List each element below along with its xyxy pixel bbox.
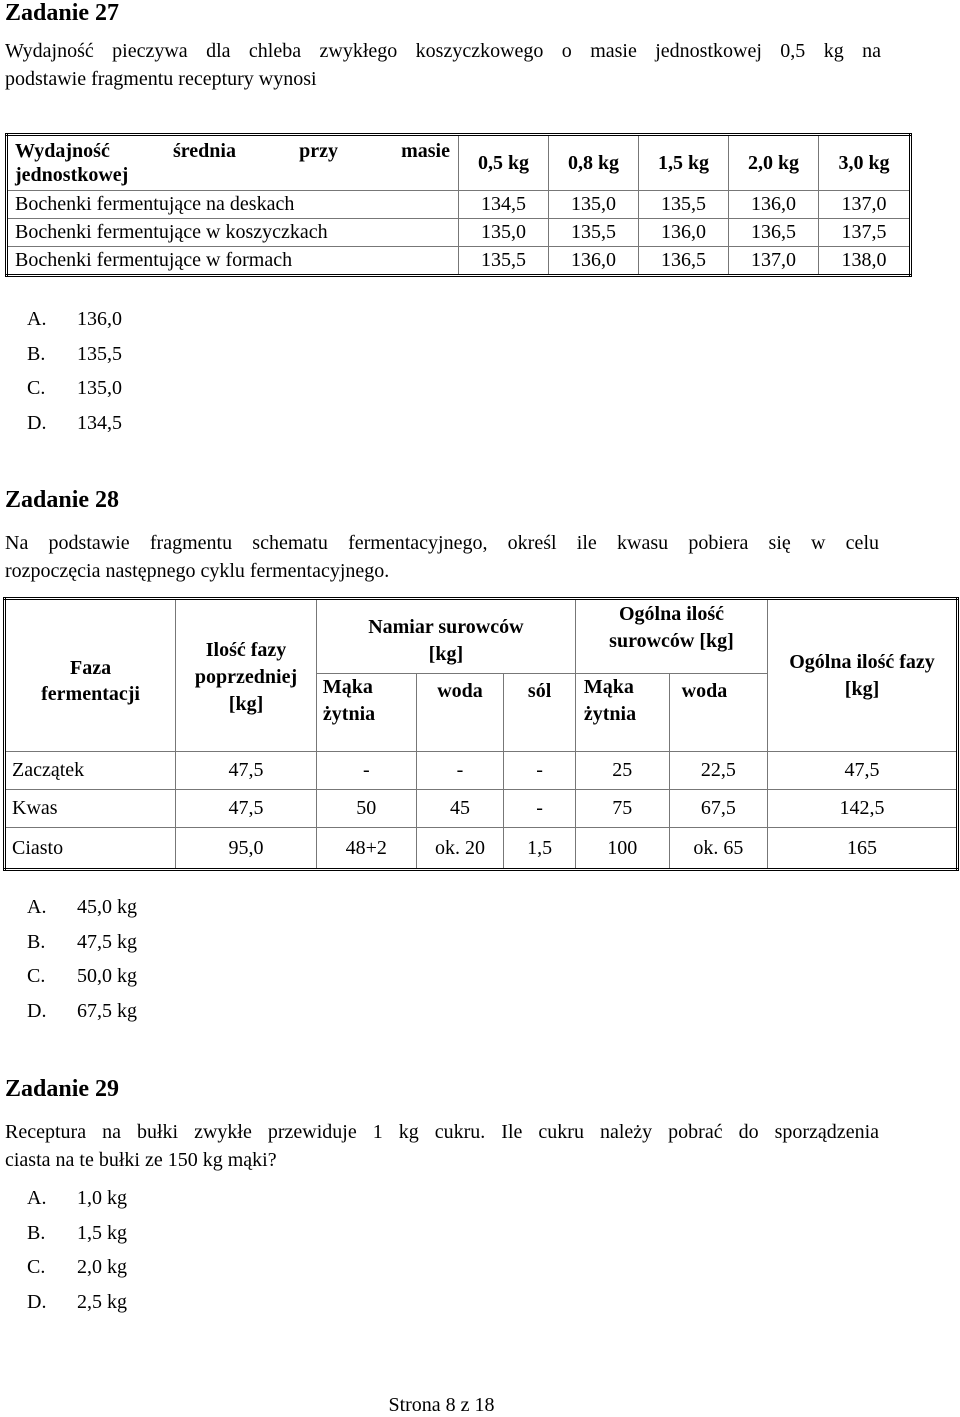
answer-option-c[interactable]: [27, 1256, 127, 1291]
table-cell: ok. 65: [669, 828, 767, 870]
task29-heading: Zadanie 29: [5, 1076, 120, 1102]
question-line: Receptura na bułki zwykłe przewiduje 1 kg cukru. Ile cukru należy pobrać do sporządzenia: [5, 1121, 879, 1143]
option-letter: C.: [27, 377, 46, 399]
column-header: 2,0 kg: [729, 135, 819, 191]
column-header: 3,0 kg: [819, 135, 911, 191]
table-cell: 100: [575, 828, 669, 870]
table-cell: 136,5: [729, 219, 819, 247]
answer-option-d[interactable]: [27, 412, 122, 447]
table-cell: 134,5: [459, 191, 549, 219]
option-letter: B.: [27, 930, 46, 953]
table-cell: 142,5: [768, 790, 958, 828]
column-header: 0,5 kg: [459, 135, 549, 191]
option-text: 2,0 kg: [77, 1256, 127, 1278]
table-row: [5, 828, 958, 870]
table-cell: 165: [768, 828, 958, 870]
table-cell: 67,5: [669, 790, 767, 828]
option-letter: D.: [27, 999, 47, 1022]
table-cell: 45: [416, 790, 504, 828]
yield-header-label: Wydajność średnia przy masie jednostkowej: [7, 135, 459, 191]
question-line: rozpoczęcia następnego cyklu fermentacyjnego.: [5, 560, 390, 582]
header-ogolna-surowcow: Ogólna ilość surowców [kg]: [575, 599, 767, 674]
row-label: Bochenki fermentujące w formach: [7, 247, 459, 276]
option-letter: C.: [27, 1256, 46, 1278]
table-cell: 136,5: [639, 247, 729, 276]
row-label: Zaczątek: [5, 752, 176, 790]
table-cell: 135,5: [459, 247, 549, 276]
option-letter: B.: [27, 1221, 46, 1244]
task27-options: [27, 308, 122, 446]
table-cell: 135,0: [549, 191, 639, 219]
header-woda-namiar: woda: [416, 674, 504, 752]
option-text: 135,0: [77, 377, 122, 399]
answer-option-b[interactable]: [27, 931, 137, 966]
table-cell: 47,5: [768, 752, 958, 790]
page-number: Strona 8 z 18: [388, 1394, 495, 1416]
row-label: Bochenki fermentujące na deskach: [7, 191, 459, 219]
answer-option-c[interactable]: [27, 965, 137, 1000]
option-text: 2,5 kg: [77, 1290, 127, 1313]
table-cell: -: [504, 790, 576, 828]
table-row: [7, 191, 911, 219]
yield-table: [5, 133, 912, 277]
answer-option-a[interactable]: [27, 308, 122, 343]
table-cell: 138,0: [819, 247, 911, 276]
table-cell: 75: [575, 790, 669, 828]
task28-question: [5, 529, 879, 585]
header-faza: Faza fermentacji: [5, 599, 176, 752]
column-header: 1,5 kg: [639, 135, 729, 191]
answer-option-b[interactable]: [27, 1222, 127, 1257]
table-header-row: [5, 599, 958, 674]
table-cell: 50: [316, 790, 416, 828]
option-text: 1,5 kg: [77, 1221, 127, 1244]
table-cell: 137,5: [819, 219, 911, 247]
table-cell: 135,5: [639, 191, 729, 219]
option-letter: B.: [27, 342, 46, 365]
task28-heading: Zadanie 28: [5, 487, 120, 513]
answer-option-d[interactable]: [27, 1291, 127, 1326]
table-cell: 136,0: [549, 247, 639, 276]
option-text: 47,5 kg: [77, 930, 137, 953]
option-letter: A.: [27, 896, 47, 918]
option-letter: D.: [27, 411, 47, 434]
answer-option-a[interactable]: [27, 1187, 127, 1222]
table-cell: 137,0: [819, 191, 911, 219]
option-text: 1,0 kg: [77, 1187, 127, 1209]
option-letter: D.: [27, 1290, 47, 1313]
option-text: 50,0 kg: [77, 965, 137, 987]
answer-option-a[interactable]: [27, 896, 137, 931]
table-cell: 1,5: [504, 828, 576, 870]
table-cell: 25: [575, 752, 669, 790]
table-cell: -: [416, 752, 504, 790]
table-cell: ok. 20: [416, 828, 504, 870]
header-ilosc: Ilość fazy poprzedniej [kg]: [176, 599, 317, 752]
header-maka-namiar: Mąka żytnia: [316, 674, 416, 752]
fermentation-table: [3, 597, 959, 871]
header-maka-ogolna: Mąka żytnia: [575, 674, 669, 752]
task28-options: [27, 896, 137, 1034]
table-cell: 95,0: [176, 828, 317, 870]
task29-options: [27, 1187, 127, 1325]
header-woda-ogolna: woda: [669, 674, 767, 752]
option-text: 134,5: [77, 411, 122, 434]
header-namiar: Namiar surowców [kg]: [316, 599, 575, 674]
option-letter: A.: [27, 1187, 47, 1209]
table-cell: 48+2: [316, 828, 416, 870]
table-cell: 137,0: [729, 247, 819, 276]
answer-option-b[interactable]: [27, 343, 122, 378]
option-letter: C.: [27, 965, 46, 987]
table-row: [5, 752, 958, 790]
row-label: Kwas: [5, 790, 176, 828]
task29-question: [5, 1118, 879, 1174]
table-row: [7, 219, 911, 247]
table-cell: 22,5: [669, 752, 767, 790]
row-label: Ciasto: [5, 828, 176, 870]
answer-option-c[interactable]: [27, 377, 122, 412]
row-label: Bochenki fermentujące w koszyczkach: [7, 219, 459, 247]
table-cell: 136,0: [639, 219, 729, 247]
option-text: 136,0: [77, 308, 122, 330]
option-text: 135,5: [77, 342, 122, 365]
table-cell: 135,0: [459, 219, 549, 247]
table-row: [5, 790, 958, 828]
table-cell: 136,0: [729, 191, 819, 219]
question-line: podstawie fragmentu receptury wynosi: [5, 68, 317, 90]
task27-heading: Zadanie 27: [5, 0, 120, 26]
table-row: [7, 247, 911, 276]
table-cell: 47,5: [176, 752, 317, 790]
question-line: Wydajność pieczywa dla chleba zwykłego koszyczkowego o masie jednostkowej 0,5 kg na: [5, 40, 881, 62]
column-header: 0,8 kg: [549, 135, 639, 191]
table-cell: 47,5: [176, 790, 317, 828]
option-text: 67,5 kg: [77, 999, 137, 1022]
header-ogolna-fazy: Ogólna ilość fazy [kg]: [768, 599, 958, 752]
option-letter: A.: [27, 308, 47, 330]
answer-option-d[interactable]: [27, 1000, 137, 1035]
header-sol: sól: [504, 674, 576, 752]
question-line: ciasta na te bułki ze 150 kg mąki?: [5, 1149, 277, 1171]
option-text: 45,0 kg: [77, 896, 137, 918]
table-cell: 135,5: [549, 219, 639, 247]
table-cell: -: [504, 752, 576, 790]
table-header-row: [7, 135, 911, 191]
question-line: Na podstawie fragmentu schematu fermentacyjnego, określ ile kwasu pobiera się w celu: [5, 532, 879, 554]
table-cell: -: [316, 752, 416, 790]
task27-question: [5, 37, 881, 93]
